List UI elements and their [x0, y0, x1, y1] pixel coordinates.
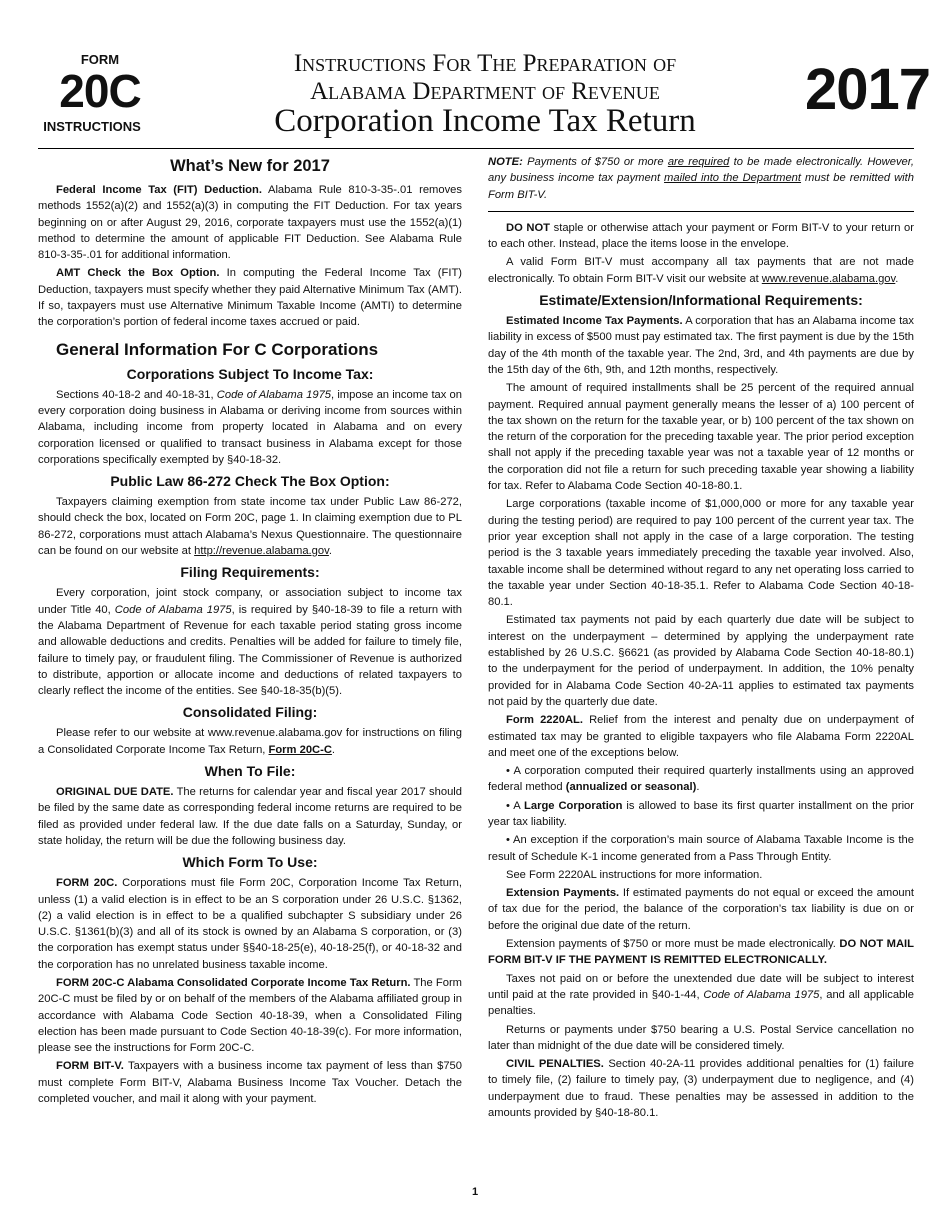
form-number: 20C — [59, 65, 141, 117]
note-text-b: to be made electronically. However, any business income tax payment — [488, 156, 914, 185]
header-divider — [38, 148, 914, 149]
title-line-3: Corporation Income Tax Return — [274, 103, 696, 139]
title-line-1: Instructions For The Preparation of — [293, 50, 677, 77]
subject-text-b: , impose an income tax on every corporation doing business in Alabama or deriving income from sources within Alabama, including income from property located in Alabama and on every corporation licensed or qualified to transact business in Alabama except for those corporations specifically exempted by §40-18-32. — [38, 388, 462, 466]
note-paragraph — [488, 154, 914, 203]
large-corp-paragraph: Large corporations (taxable income of $1,000,000 or more for any taxable year during the testing period) are required to pay 100 percent of the current year tax. The prior year exception shall not apply in the case of a large corporation. The testing period is the 3 taxable years immediately preceding the taxable year involved. Also, taxable income shall be determined without regard to any net operating loss carried to the taxable year under Section 40-18-35.1. Refer to Alabama Code Section 40-18-80.1. — [488, 498, 914, 609]
consolidated-paragraph — [38, 725, 462, 758]
valid-text-a: A valid Form BIT-V must accompany all tax payments that are not made electronically. To obtain Form BIT-V visit our website at — [488, 256, 914, 285]
taxes-text-a: Taxes not paid on or before the unextended due date will be subject to interest until paid at the rate provided in §40-1-44, — [488, 972, 914, 1001]
donot-paragraph — [488, 220, 914, 253]
note-text-c: must be remitted with Form BIT-V. — [488, 172, 914, 201]
filing-heading: Filing Requirements: — [180, 564, 320, 581]
estimated-paragraph — [488, 313, 914, 378]
form20cc-lead: FORM 20C-C Alabama Consolidated Corporate Income Tax Return. — [56, 976, 411, 989]
pl-heading: Public Law 86-272 Check The Box Option: — [110, 473, 390, 490]
pl-text-a: Taxpayers claiming exemption from state income tax under Public Law 86-272, should check the box, located on Form 20C, page 1. In claiming exemption due to PL 86-272, corporations must attach Alabama’s Nexus Questionnaire. The questionnaire can be found on our website at — [38, 496, 462, 558]
general-info-heading: General Information For C Corporations — [56, 339, 379, 359]
right-column — [488, 154, 914, 1123]
title-line-2: Alabama Department of Revenue — [310, 78, 660, 105]
when-body: The returns for calendar year and fiscal year 2017 should be filed by the same date as corresponding federal income returns are required to be filed as provided under federal law. If the due date falls on a Saturday, Sunday, or state holiday, the return will be due the following business day. — [38, 786, 462, 847]
note-divider — [488, 211, 914, 212]
subject-code: Code of Alabama 1975 — [216, 388, 332, 401]
form20cc-paragraph — [38, 975, 462, 1056]
bullet-annualized — [488, 763, 914, 796]
see-2220-paragraph: See Form 2220AL instructions for more information. — [506, 868, 763, 881]
whats-new-heading: What’s New for 2017 — [170, 157, 330, 175]
filing-code: Code of Alabama 1975 — [114, 603, 232, 616]
revenue-link[interactable]: http://revenue.alabama.gov — [194, 545, 329, 558]
estimated-body: A corporation that has an Alabama income tax liability in excess of $500 must pay estimated tax. The first payment is due by the 15th day of the 4th month of the taxable year. The 2nd, 3rd, and 4th payments are due by the 15th day of the 6th, 9th, and 12th months, respectively. — [488, 315, 915, 376]
form2220-lead: Form 2220AL. — [506, 714, 583, 727]
when-paragraph — [38, 784, 462, 849]
bullet1-end: . — [696, 781, 700, 794]
note-lead: NOTE: — [488, 156, 523, 168]
fit-paragraph — [38, 182, 462, 263]
taxes-text-b: , and all applicable penalties. — [488, 988, 914, 1018]
which-heading: Which Form To Use: — [182, 854, 318, 871]
civil-penalties-paragraph — [488, 1056, 914, 1121]
consolidated-text-a: Please refer to our website at www.revenue.alabama.gov for instructions on filing a Consolidated Corporate Income Tax Return, — [38, 727, 462, 756]
subject-text-a: Sections 40-18-2 and 40-18-31, — [56, 388, 217, 401]
form20cc-body: The Form 20C-C must be filed by or on behalf of the members of the Alabama affiliated group in accordance with Alabama Code Section 40-18-39, when a Consolidated Filing election has been made pursuant to Code Section 40-18-39(c). For more information, please see the instructions for Form 20C-C. — [38, 976, 462, 1055]
form20c-paragraph — [38, 875, 462, 973]
pl-paragraph — [38, 494, 462, 559]
civil-lead: CIVIL PENALTIES. — [506, 1058, 604, 1071]
form-label: FORM — [80, 52, 120, 67]
taxes-not-paid-paragraph — [488, 971, 914, 1020]
bullet2-end: is allowed to base its first quarter installment on the prior year tax liability. — [488, 799, 915, 828]
fit-lead: Federal Income Tax (FIT) Deduction. — [56, 184, 262, 196]
note-underline-2: mailed into the Department — [664, 172, 802, 185]
donot-body: staple or otherwise attach your payment or Form BIT-V to your return or to each other. Instead, place the items loose in the envelope. — [488, 221, 914, 251]
subject-heading: Corporations Subject To Income Tax: — [126, 365, 374, 382]
bitv-paragraph — [38, 1058, 462, 1107]
when-heading: When To File: — [204, 763, 296, 780]
form20c-body: Corporations must file Form 20C, Corporation Income Tax Return, unless (1) a valid election is in effect to be an S corporation under 26 U.S.C. §1362, (2) a valid election is in effect to be a qualified subchapter S subsidiary under 26 U.S.C. §1361(b)(3) and all of its stock is owned by an Alabama S corporation, or (3) the corporation has exempt status under §§40-18-25(e), 40-18-25(f), or 40-18-32 and the corporation has no unrelated business taxable income. — [38, 877, 462, 971]
filing-text-b: , is required by §40-18-39 to file a return with the Alabama Department of Revenue for each taxable period stating gross income and allowable deductions and credits. Penalties will be added for failure to timely file, failure to timely pay, or fraudulent filing. The Commissioner of Revenue is authorized to distribute, apportion or allocate income and deductions of related taxpayers to clearly reflect the income of the entities. See §40-18-35(b)(5). — [38, 603, 462, 698]
left-column — [38, 154, 462, 1109]
website-link[interactable]: www.revenue.alabama.gov — [761, 272, 896, 285]
form20c-lead: FORM 20C. — [56, 877, 118, 890]
tax-year: 2017 — [804, 57, 930, 122]
form2220-body: Relief from the interest and penalty due on underpayment of estimated tax may be granted to eligible taxpayers who file Alabama Form 2220AL and meet one of the exceptions below. — [488, 714, 914, 759]
filing-text-a: Every corporation, joint stock company, or association subject to income tax under Title 40, — [38, 587, 462, 616]
bullet2-bold: Large Corporation — [524, 799, 623, 812]
valid-bitv-paragraph — [488, 254, 914, 287]
extension-body: If estimated payments do not equal or exceed the amount of tax due for the period, the balance of the corporation’s tax liability is due on or before the original due date of the return. — [488, 887, 914, 932]
extension-electronic-text: Extension payments of $750 or more must be made electronically. — [506, 938, 840, 951]
extension-lead: Extension Payments. — [506, 887, 620, 900]
form2220-paragraph — [488, 712, 914, 761]
do-not-mail-warning: DO NOT MAIL FORM BIT-V IF THE PAYMENT IS REMITTED ELECTRONICALLY. — [488, 938, 914, 967]
valid-text-b: . — [895, 272, 899, 285]
bullet-k1: • An exception if the corporation’s main source of Alabama Taxable Income is the result of Schedule K-1 income generated from a Pass Through Entity. — [488, 834, 914, 863]
amount-paragraph: The amount of required installments shall be 25 percent of the required annual payment. Required annual payment generally means the lesser of a) 100 percent of the tax shown on the return for the taxable year, or b) 100 percent of the tax shown on the return of the corporation for the preceding taxable year. The prior period exception shall not apply if the preceding taxable year was not a taxable year of 12 months or the corporation did not file a return for such preceding taxable year showing a liability for tax. Refer to Alabama Code Section 40-18-80.1. — [488, 382, 914, 493]
civil-body: Section 40-2A-11 provides additional penalties for (1) failure to timely file, (2) failure to timely pay, (3) underpayment due to negligence, and (4) underpayment due to fraud. These penalties may be assessed in addition to the amounts provided by §40-18-80.1. — [488, 1058, 914, 1120]
bitv-body: Taxpayers with a business income tax payment of less than $750 must complete Form BIT-V, Alabama Business Income Tax Voucher. Detach the completed voucher, and mail it along with your payment. — [38, 1060, 462, 1106]
consolidated-form: Form 20C-C — [268, 743, 332, 756]
estimate-heading: Estimate/Extension/Informational Requirements: — [539, 292, 863, 309]
bullet-large-corp — [488, 798, 914, 831]
amt-body: In computing the Federal Income Tax (FIT) Deduction, taxpayers must specify whether they paid Alternative Minimum Tax (AMT). If so, taxpayers must use Alternative Minimum Taxable Income (AMTI) to determine the corporation’s portion of federal income taxes accrued or paid. — [38, 267, 463, 329]
consolidated-heading: Consolidated Filing: — [182, 704, 318, 721]
pl-text-b: . — [328, 545, 332, 558]
amt-paragraph — [38, 265, 462, 330]
form-instructions-label: INSTRUCTIONS — [43, 119, 141, 134]
extension-electronic-paragraph — [488, 936, 914, 969]
amt-lead: AMT Check the Box Option. — [56, 267, 220, 280]
filing-paragraph — [38, 585, 462, 699]
subject-paragraph — [38, 387, 462, 468]
bullet2-text: • A — [506, 799, 525, 812]
taxes-code: Code of Alabama 1975 — [703, 988, 820, 1001]
estimated-lead: Estimated Income Tax Payments. — [506, 315, 683, 328]
bullet1-text: • A corporation computed their required quarterly installments using an approved federal method — [488, 765, 914, 794]
extension-paragraph — [488, 885, 914, 934]
postal-paragraph: Returns or payments under $750 bearing a U.S. Postal Service cancellation no later than midnight of the due date will be considered timely. — [488, 1023, 914, 1052]
unpaid-paragraph: Estimated tax payments not paid by each quarterly due date will be subject to interest on the underpayment – determined by applying the underpayment rate established by 26 U.S.C. §6621 (as provided by Alabama Code Section 40-18-80.1) to the underpayment for the period of underpayment. In addition, the 10% penalty provided for in Alabama Code Section 40-2A-11 applies to estimated tax payments not paid by the quarterly due date. — [488, 614, 914, 708]
consolidated-text-b: . — [331, 743, 336, 756]
page-number: 1 — [471, 1186, 479, 1198]
fit-body: Alabama Rule 810-3-35-.01 removes methods 1552(a)(2) and 1552(a)(3) in computing the FIT Deduction. For tax years beginning on or after August 29, 2016, corporate taxpayers must use the 1552(a)(1) method to determine the amount of applicable FIT Deduction. See Alabama Rule 810-3-35-.01 for additional information. — [38, 184, 462, 262]
donot-lead: DO NOT — [506, 221, 551, 234]
note-text-a: Payments of $750 or more — [522, 156, 668, 168]
bitv-lead: FORM BIT-V. — [56, 1060, 124, 1073]
when-lead: ORIGINAL DUE DATE. — [56, 786, 174, 799]
note-underline-1: are required — [667, 156, 730, 168]
bullet1-bold: (annualized or seasonal) — [565, 781, 697, 794]
